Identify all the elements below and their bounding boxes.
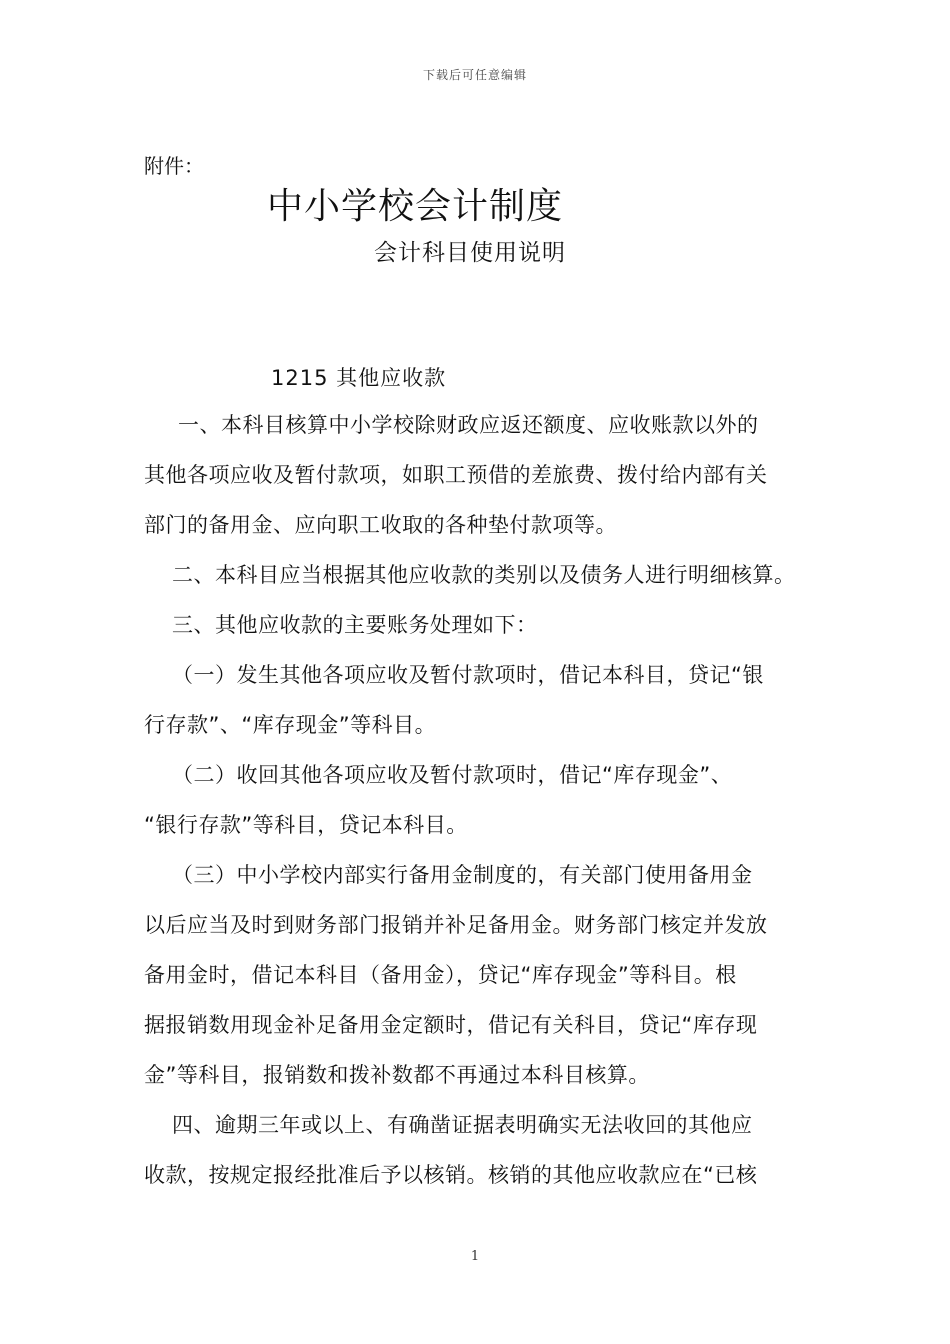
paragraph-line: 二、本科目应当根据其他应收款的类别以及债务人进行明细核算。 <box>172 563 796 587</box>
attachment-label: 附件： <box>144 154 204 178</box>
paragraph-line: （一）发生其他各项应收及暂付款项时，借记本科目，贷记“银 <box>172 663 764 687</box>
paragraph-line: 以后应当及时到财务部门报销并补足备用金。财务部门核定并发放 <box>144 913 768 937</box>
section-heading: 1215 其他应收款 <box>271 366 447 390</box>
paragraph-line: 金”等科目，报销数和拨补数都不再通过本科目核算。 <box>144 1063 650 1087</box>
page-number: 1 <box>470 1249 480 1264</box>
document-title: 中小学校会计制度 <box>267 186 564 227</box>
paragraph-line: 备用金时，借记本科目（备用金），贷记“库存现金”等科目。根 <box>144 963 737 987</box>
paragraph-line: 三、其他应收款的主要账务处理如下： <box>172 613 538 637</box>
document-subtitle: 会计科目使用说明 <box>374 240 566 266</box>
paragraph-line: 四、逾期三年或以上、有确凿证据表明确实无法收回的其他应 <box>172 1113 753 1137</box>
paragraph-line: 行存款”、“库存现金”等科目。 <box>144 713 437 737</box>
paragraph-line: 其他各项应收及暂付款项，如职工预借的差旅费、拨付给内部有关 <box>144 463 768 487</box>
paragraph-line: 一、本科目核算中小学校除财政应返还额度、应收账款以外的 <box>178 413 759 437</box>
paragraph-line: （二）收回其他各项应收及暂付款项时，借记“库存现金”、 <box>172 763 733 787</box>
paragraph-line: （三）中小学校内部实行备用金制度的，有关部门使用备用金 <box>172 863 753 887</box>
paragraph-line: 部门的备用金、应向职工收取的各种垫付款项等。 <box>144 513 617 537</box>
page-header-note: 下载后可任意编辑 <box>422 68 527 82</box>
paragraph-line: 收款，按规定报经批准后予以核销。核销的其他应收款应在“已核 <box>144 1163 758 1187</box>
paragraph-line: 据报销数用现金补足备用金定额时，借记有关科目，贷记“库存现 <box>144 1013 758 1037</box>
paragraph-line: “银行存款”等科目，贷记本科目。 <box>144 813 468 837</box>
